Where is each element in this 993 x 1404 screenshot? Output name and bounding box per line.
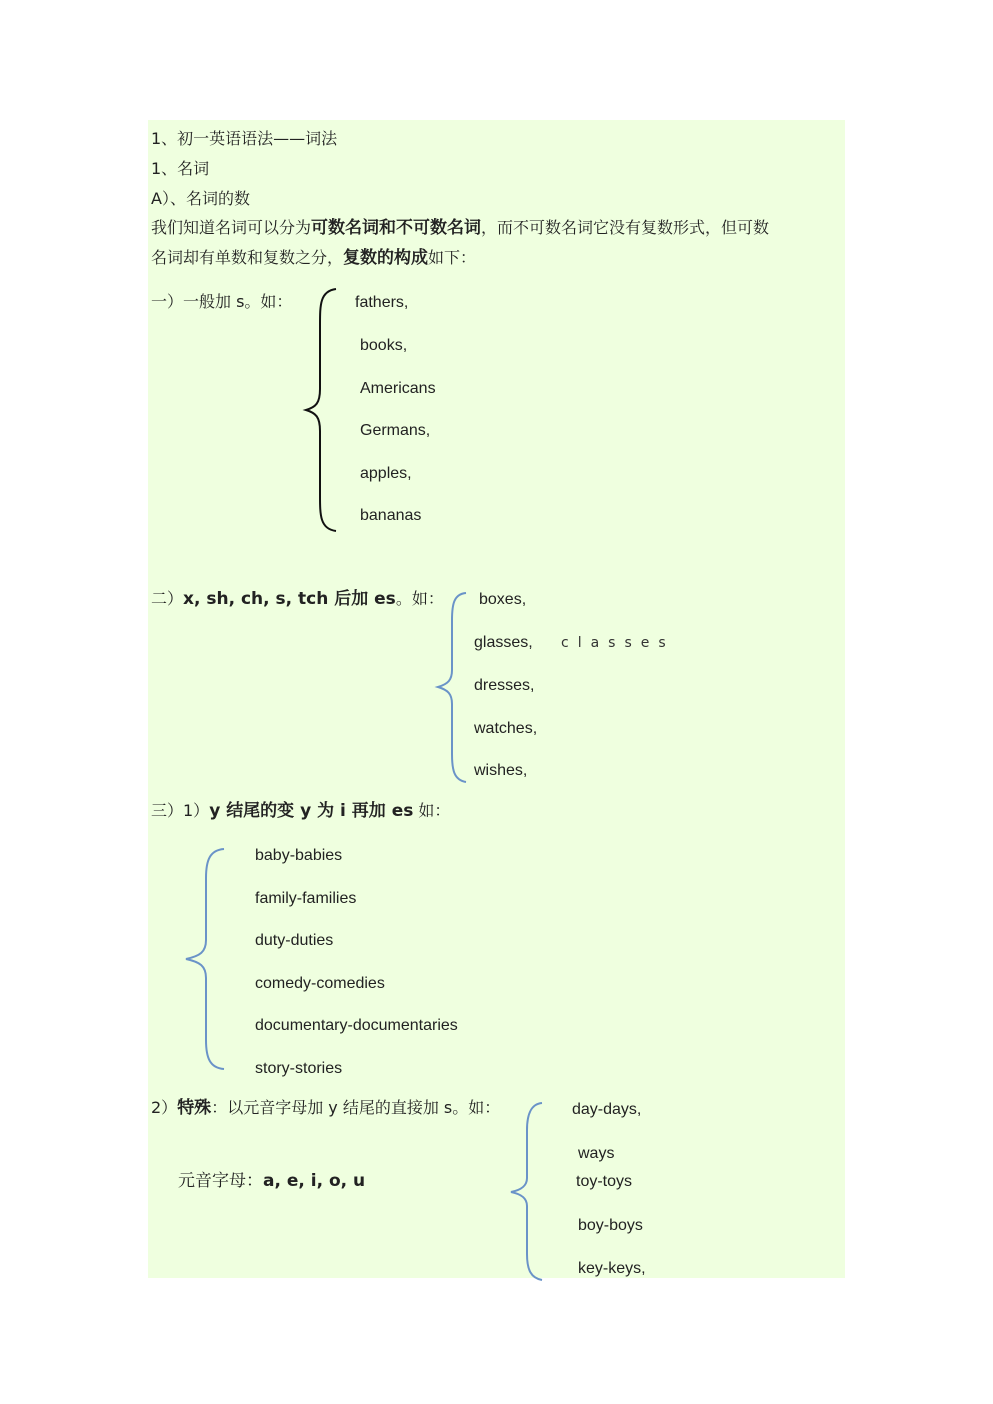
word-item: glasses, <box>474 634 533 651</box>
word-item: Germans, <box>360 422 431 439</box>
word-item: bananas <box>360 507 422 524</box>
title: 1、初一英语语法——词法 <box>151 129 338 148</box>
brace-blue <box>507 1100 547 1284</box>
rule3-label <box>151 801 450 821</box>
intro-line-2 <box>151 248 476 268</box>
word-item: dresses, <box>474 677 535 694</box>
section-heading: 1、名词 <box>151 159 210 178</box>
rule4-prefix: 2） <box>151 1098 178 1117</box>
word-item: comedy-comedies <box>255 975 385 992</box>
intro-bold-1: 可数名词和不可数名词 <box>311 218 482 238</box>
word-item: duty-duties <box>255 932 334 949</box>
word-item: key-keys, <box>578 1260 646 1277</box>
word-item: documentary-documentaries <box>255 1017 458 1034</box>
intro-bold-2: 复数的构成 <box>343 248 429 268</box>
word-item: ways <box>578 1145 615 1162</box>
word-item: baby-babies <box>255 847 343 864</box>
intro-text: ，而不可数名词它没有复数形式，但可数 <box>481 218 770 237</box>
vowel-line <box>178 1171 365 1191</box>
word-item: story-stories <box>255 1060 343 1077</box>
word-item: watches, <box>474 720 538 737</box>
word-item: apples, <box>360 465 412 482</box>
subsection-heading: A）、名词的数 <box>151 189 250 208</box>
word-item: wishes, <box>474 762 528 779</box>
word-item: boxes, <box>479 591 527 608</box>
brace-blue <box>182 846 228 1072</box>
rule3-prefix: 三）1） <box>151 801 210 820</box>
rule3-suffix: 如： <box>413 801 451 820</box>
rule3-bold: y 结尾的变 y 为 i 再加 es <box>209 801 414 821</box>
rule4-text: ：以元音字母加 y 结尾的直接加 s。如： <box>211 1098 501 1117</box>
word-item: family-families <box>255 890 357 907</box>
word-item: Americans <box>360 380 436 397</box>
vowel-label: 元音字母： <box>178 1171 263 1191</box>
word-item: books, <box>360 337 408 354</box>
rule4-label <box>151 1098 500 1118</box>
word-item: boy-boys <box>578 1217 643 1234</box>
rule2-prefix: 二） <box>151 589 184 608</box>
intro-text: 名词却有单数和复数之分， <box>151 248 344 267</box>
intro-text: 如下： <box>428 248 477 267</box>
word-item: day-days, <box>572 1101 642 1118</box>
vowel-list: a, e, i, o, u <box>263 1171 366 1191</box>
rule4-bold: 特殊 <box>177 1098 212 1118</box>
intro-line-1 <box>151 218 769 238</box>
rule2-suffix: 。如： <box>395 589 444 608</box>
rule1-label: 一）一般加 s。如： <box>151 292 293 311</box>
spaced-word: classes <box>561 635 675 651</box>
rule2-label <box>151 589 444 609</box>
brace-black <box>300 285 340 537</box>
word-item: fathers, <box>355 294 409 311</box>
intro-text: 我们知道名词可以分为 <box>151 218 312 237</box>
word-item: toy-toys <box>576 1173 633 1190</box>
rule2-bold: x, sh, ch, s, tch 后加 es <box>183 589 396 609</box>
brace-blue <box>434 590 470 786</box>
